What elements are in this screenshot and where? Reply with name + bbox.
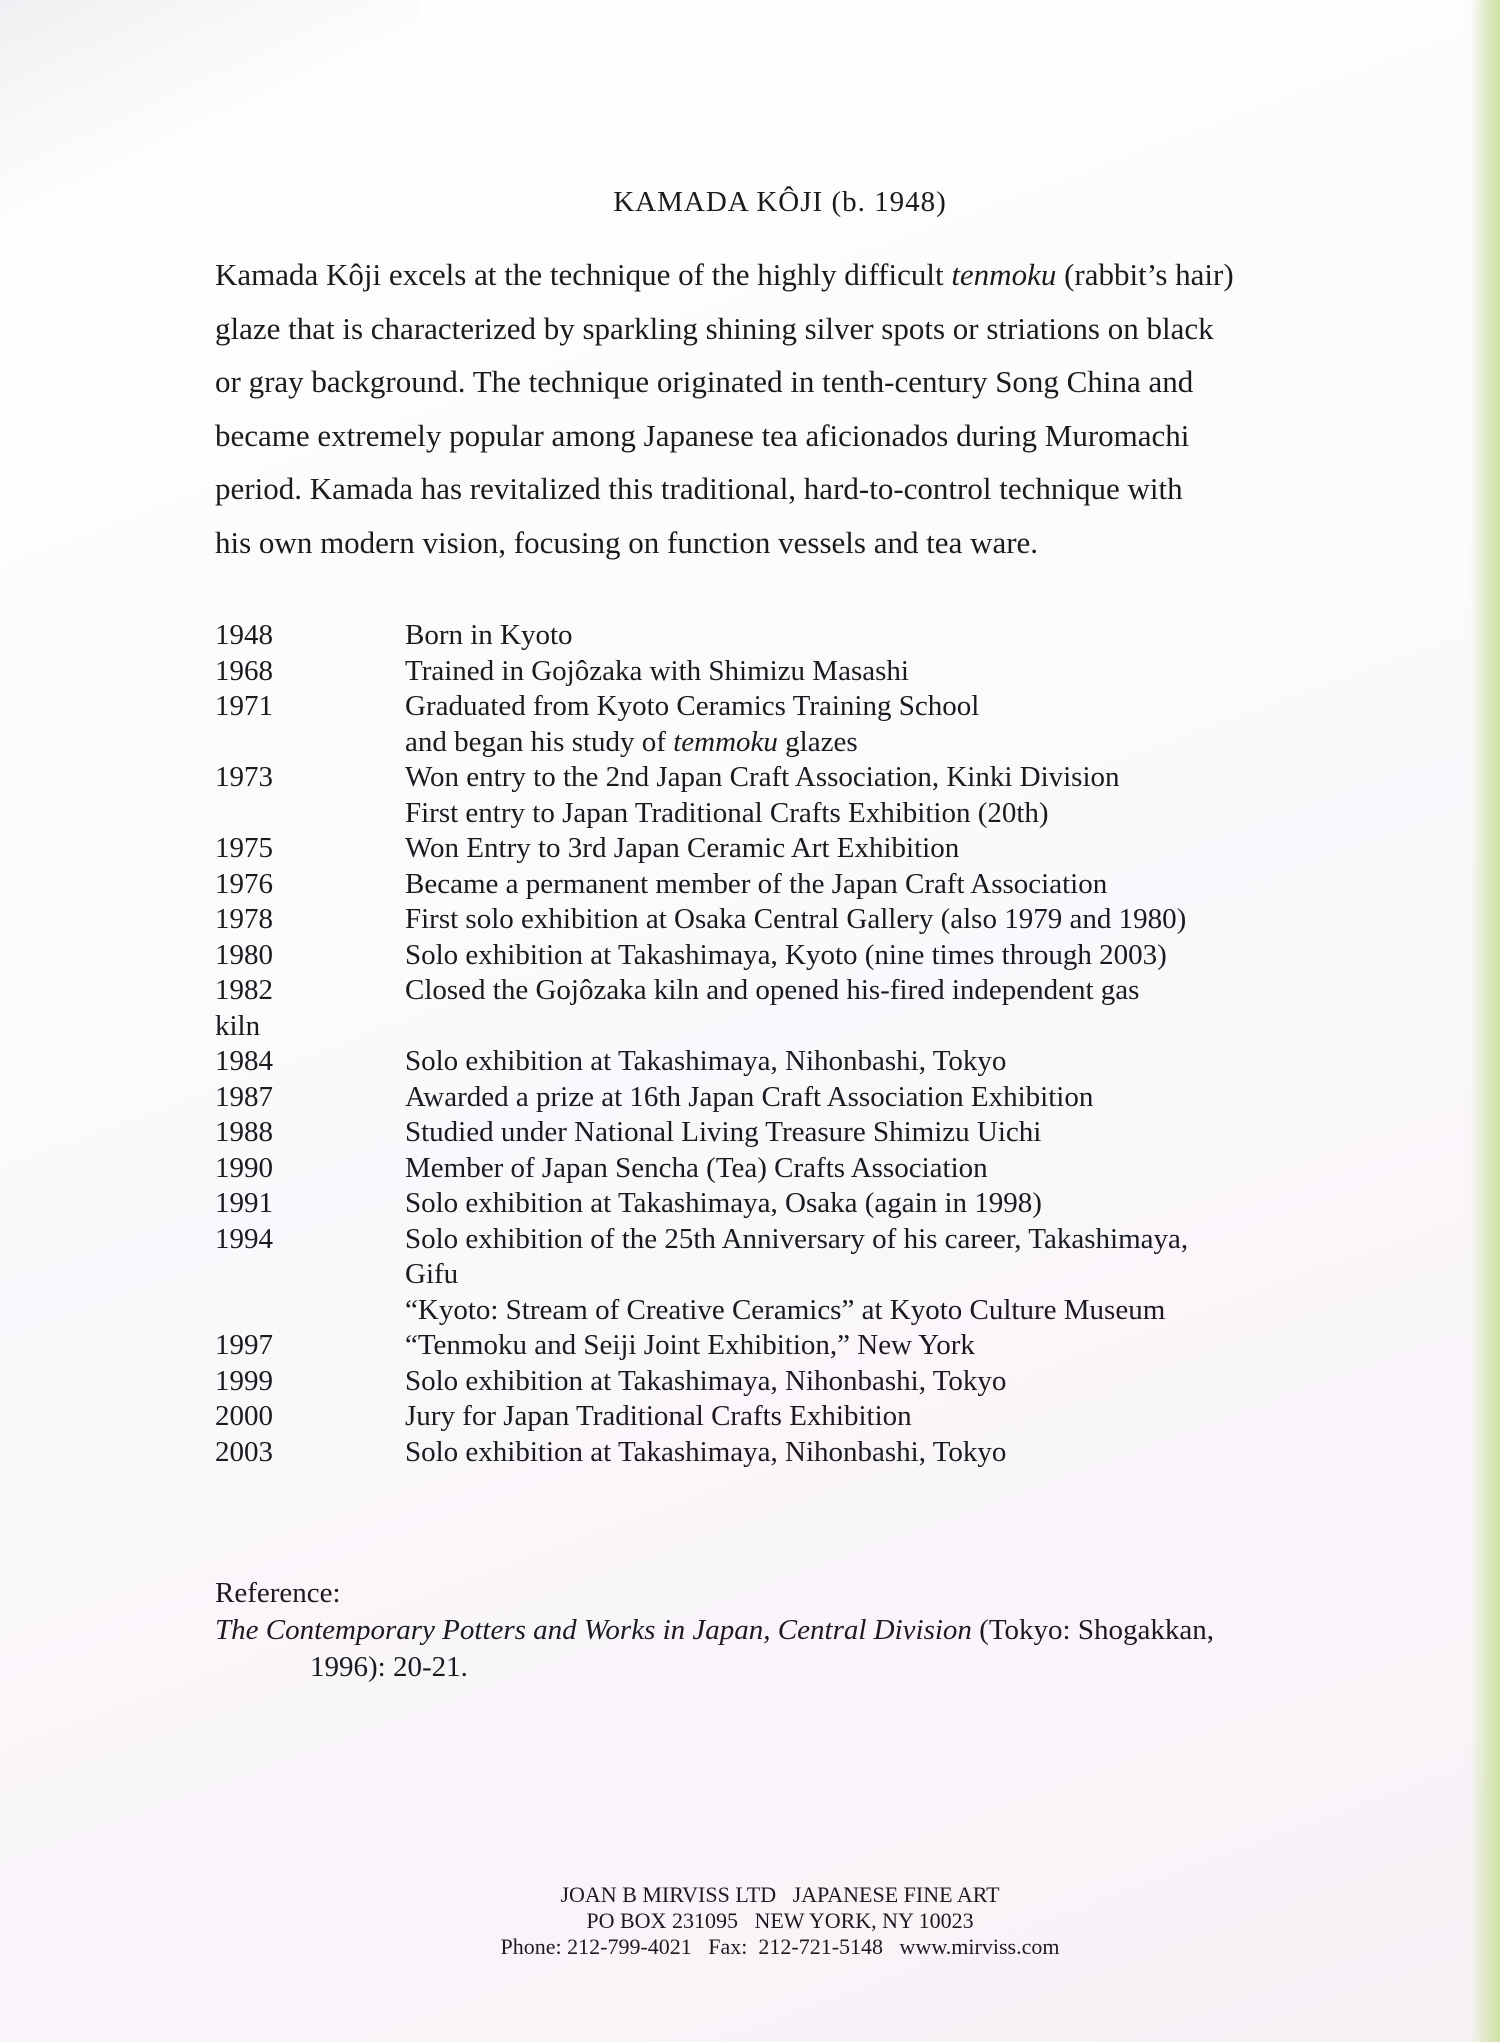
chronology-row xyxy=(215,938,1365,974)
chronology-row xyxy=(215,689,1365,725)
chronology-year: 1997 xyxy=(215,1329,273,1361)
page-title: KAMADA KÔJI (b. 1948) xyxy=(613,186,947,218)
chronology-event: Solo exhibition at Takashimaya, Nihonbashi, Tokyo xyxy=(405,1435,1007,1468)
chronology-year: 1987 xyxy=(215,1080,273,1113)
chronology-row xyxy=(215,831,1365,867)
bio-line: or gray background. The technique originated in tenth-century Song China and xyxy=(215,364,1194,399)
chronology-event: Solo exhibition at Takashimaya, Nihonbashi, Tokyo xyxy=(405,1364,1007,1397)
chronology-event: “Tenmoku and Seiji Joint Exhibition,” New York xyxy=(405,1329,975,1361)
chronology-event: Member of Japan Sencha (Tea) Crafts Association xyxy=(405,1151,988,1184)
chronology-row xyxy=(215,1044,1365,1080)
chronology-year: 1988 xyxy=(215,1116,273,1148)
reference-section xyxy=(215,1575,1365,1686)
chronology-row xyxy=(215,867,1365,903)
chronology-year: 1990 xyxy=(215,1151,273,1184)
chronology-wrapped-text: kiln xyxy=(215,1009,261,1042)
chronology-year: 1978 xyxy=(215,903,273,935)
chronology-year: 1975 xyxy=(215,832,273,864)
chronology-event: Studied under National Living Treasure Shimizu Uichi xyxy=(405,1116,1042,1148)
bio-paragraph xyxy=(215,248,1365,569)
chronology-continuation: “Kyoto: Stream of Creative Ceramics” at Kyoto Culture Museum xyxy=(405,1293,1166,1326)
chronology-year: 1980 xyxy=(215,938,273,971)
chronology-row xyxy=(215,1399,1365,1435)
chronology-year: 1982 xyxy=(215,974,273,1006)
chronology-row xyxy=(215,1222,1365,1258)
chronology-row xyxy=(215,760,1365,796)
chronology-year: 1984 xyxy=(215,1045,273,1077)
chronology-event: Jury for Japan Traditional Crafts Exhibition xyxy=(405,1400,912,1432)
bio-line: glaze that is characterized by sparkling shining silver spots or striations on black xyxy=(215,310,1214,346)
chronology-year: 1968 xyxy=(215,654,273,687)
bio-line: Kamada Kôji excels at the technique of the highly difficult tenmoku (rabbit’s hair) xyxy=(215,257,1234,292)
reference-pages: 1996): 20-21. xyxy=(310,1651,468,1683)
footer-company: JOAN B MIRVISS LTD JAPANESE FINE ART xyxy=(560,1882,1000,1907)
chronology-row xyxy=(215,1151,1365,1187)
chronology-row xyxy=(215,1115,1365,1151)
footer-contact: Phone: 212-799-4021 Fax: 212-721-5148 www.mirviss.com xyxy=(500,1934,1060,1959)
chronology-year: 2000 xyxy=(215,1400,273,1432)
chronology-year: 1976 xyxy=(215,867,273,900)
chronology-event: First solo exhibition at Osaka Central Gallery (also 1979 and 1980) xyxy=(405,903,1187,935)
letterhead-footer xyxy=(0,1882,1500,1960)
chronology-event: Closed the Gojôzaka kiln and opened his-fired independent gas xyxy=(405,974,1140,1006)
chronology-continuation: and began his study of temmoku glazes xyxy=(405,725,858,758)
green-edge-strip xyxy=(1470,0,1500,2042)
chronology-year: 1999 xyxy=(215,1364,273,1397)
bio-line: became extremely popular among Japanese tea aficionados during Muromachi xyxy=(215,417,1190,453)
chronology-row xyxy=(215,1435,1365,1471)
chronology-event: Solo exhibition at Takashimaya, Kyoto (nine times through 2003) xyxy=(405,938,1167,971)
chronology-event: Solo exhibition of the 25th Anniversary of his career, Takashimaya, xyxy=(405,1222,1189,1255)
chronology-year: 1973 xyxy=(215,761,273,793)
footer-address: PO BOX 231095 NEW YORK, NY 10023 xyxy=(586,1908,974,1933)
chronology-event: Won Entry to 3rd Japan Ceramic Art Exhibition xyxy=(405,832,960,864)
chronology-year: 2003 xyxy=(215,1435,273,1468)
chronology-list xyxy=(215,618,1365,1470)
chronology-event: Born in Kyoto xyxy=(405,619,573,651)
chronology-year: 1994 xyxy=(215,1222,273,1255)
chronology-event: Trained in Gojôzaka with Shimizu Masashi xyxy=(405,654,909,687)
chronology-row xyxy=(215,1328,1365,1364)
bio-line: his own modern vision, focusing on function vessels and tea ware. xyxy=(215,524,1039,560)
italic-term: temmoku xyxy=(673,725,778,758)
chronology-row xyxy=(215,973,1365,1009)
chronology-event: Became a permanent member of the Japan Craft Association xyxy=(405,867,1108,900)
chronology-row xyxy=(215,902,1365,938)
chronology-event: Graduated from Kyoto Ceramics Training School xyxy=(405,690,980,722)
bio-line: period. Kamada has revitalized this traditional, hard-to-control technique with xyxy=(215,471,1183,506)
chronology-continuation: First entry to Japan Traditional Crafts Exhibition (20th) xyxy=(405,796,1049,829)
reference-label: Reference: xyxy=(215,1577,341,1609)
chronology-row xyxy=(215,618,1365,654)
chronology-year: 1948 xyxy=(215,619,273,651)
chronology-row xyxy=(215,654,1365,690)
chronology-year: 1991 xyxy=(215,1187,273,1219)
chronology-row xyxy=(215,1186,1365,1222)
chronology-continuation: Gifu xyxy=(405,1258,459,1290)
italic-term: tenmoku xyxy=(951,257,1057,292)
reference-citation xyxy=(215,1612,1365,1649)
reference-publisher: (Tokyo: Shogakkan, xyxy=(971,1614,1214,1646)
reference-title: The Contemporary Potters and Works in Japan, Central Division xyxy=(215,1614,972,1646)
chronology-event: Awarded a prize at 16th Japan Craft Association Exhibition xyxy=(405,1080,1094,1113)
chronology-row xyxy=(215,1364,1365,1400)
chronology-row xyxy=(215,1080,1365,1116)
chronology-event: Solo exhibition at Takashimaya, Osaka (again in 1998) xyxy=(405,1187,1042,1219)
chronology-event: Solo exhibition at Takashimaya, Nihonbashi, Tokyo xyxy=(405,1045,1007,1077)
chronology-year: 1971 xyxy=(215,690,273,722)
chronology-event: Won entry to the 2nd Japan Craft Association, Kinki Division xyxy=(405,761,1120,793)
